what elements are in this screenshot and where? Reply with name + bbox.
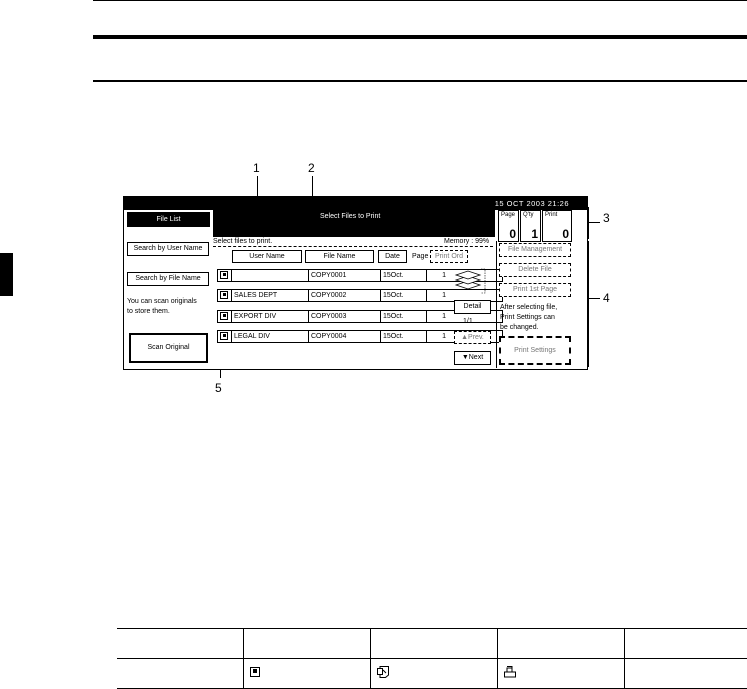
printer-icon xyxy=(504,666,516,678)
page-column-label: Page xyxy=(412,253,429,260)
bracket-4 xyxy=(588,241,589,367)
date-column-button[interactable]: Date xyxy=(378,250,407,263)
detail-button[interactable]: Detail xyxy=(454,300,491,314)
document-icon xyxy=(220,332,228,340)
section-rule-thick xyxy=(93,35,747,39)
hint-text-2: to store them. xyxy=(127,308,170,315)
right-divider xyxy=(496,241,497,368)
callout-4: 4 xyxy=(603,291,610,305)
chapter-tab xyxy=(0,253,13,296)
table-row xyxy=(117,659,747,689)
hint-text-1: You can scan originals xyxy=(127,298,197,305)
status-bar xyxy=(124,197,587,210)
search-by-user-name-button[interactable]: Search by User Name xyxy=(127,242,209,256)
table-row[interactable]: SALES DEPT COPY0002 15Oct. 1 xyxy=(217,289,503,302)
page-counter: Page 0 xyxy=(498,210,519,242)
file-name-column-button[interactable]: File Name xyxy=(305,250,374,263)
select-files-text: Select files to print. xyxy=(213,238,273,245)
table-row[interactable]: LEGAL DIV COPY0004 15Oct. 1 xyxy=(217,330,503,343)
print-settings-button[interactable]: Print Settings xyxy=(499,336,571,365)
print-first-page-button[interactable]: Print 1st Page xyxy=(499,283,571,297)
header-title: Select Files to Print xyxy=(320,213,381,220)
next-button[interactable]: ▼Next xyxy=(454,351,491,365)
after-text-1: After selecting file, xyxy=(500,304,558,311)
document-icon xyxy=(220,291,228,299)
after-text-3: be changed. xyxy=(500,324,539,331)
callout-5: 5 xyxy=(215,381,222,395)
delete-file-button[interactable]: Delete File xyxy=(499,263,571,277)
icon-legend-table xyxy=(117,628,747,689)
table-row[interactable]: COPY0001 15Oct. 1 xyxy=(217,269,503,282)
document-icon xyxy=(220,312,228,320)
callout-1: 1 xyxy=(253,161,260,175)
print-order-button[interactable]: Print Ord xyxy=(430,250,468,263)
document-icon xyxy=(250,667,260,677)
stapled-document-icon xyxy=(377,666,389,678)
list-divider xyxy=(213,246,493,248)
section-rule-thin xyxy=(93,80,747,82)
bracket-3 xyxy=(588,207,589,239)
document-icon xyxy=(220,271,228,279)
table-row xyxy=(117,629,747,659)
file-list-button[interactable]: File List xyxy=(127,212,210,227)
top-rule xyxy=(93,0,747,1)
bracket-4-arm xyxy=(588,298,600,299)
search-by-file-name-button[interactable]: Search by File Name xyxy=(127,272,209,286)
after-text-2: Print Settings can xyxy=(500,314,555,321)
prev-button[interactable]: ▲Prev. xyxy=(454,331,491,344)
file-management-button[interactable]: File Management xyxy=(499,243,571,257)
table-row[interactable]: EXPORT DIV COPY0003 15Oct. 1 xyxy=(217,310,503,323)
stacked-pages-icon xyxy=(454,267,488,297)
page-indicator: 1/1 xyxy=(463,318,473,325)
qty-counter: Q'ty 1 xyxy=(520,210,541,242)
callout-2: 2 xyxy=(308,161,315,175)
scan-original-button[interactable]: Scan Original xyxy=(129,333,208,363)
print-counter: Print 0 xyxy=(542,210,572,242)
datetime: 15 OCT 2003 21:26 xyxy=(494,199,569,208)
user-name-column-button[interactable]: User Name xyxy=(232,250,302,263)
callout-3: 3 xyxy=(603,211,610,225)
memory-text: Memory : 99% xyxy=(444,238,490,245)
bracket-3-arm xyxy=(588,222,600,223)
file-list-panel xyxy=(123,196,588,370)
